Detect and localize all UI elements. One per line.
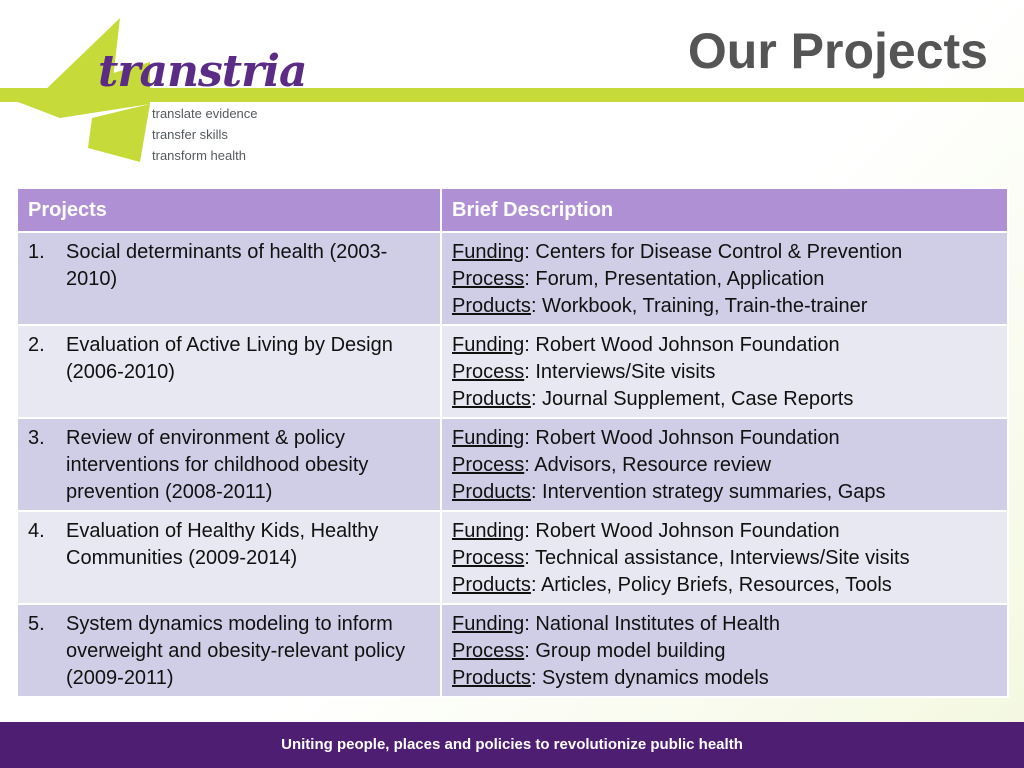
project-name: Evaluation of Active Living by Design (2006-2010)	[66, 334, 393, 383]
funding-value: : National Institutes of Health	[524, 613, 780, 635]
tagline-1: translate evidence	[152, 106, 258, 121]
products-line	[452, 479, 997, 506]
products-label: Products	[452, 295, 531, 317]
products-label: Products	[452, 667, 531, 689]
products-value: : Intervention strategy summaries, Gaps	[530, 481, 886, 503]
funding-label: Funding	[452, 334, 525, 356]
process-value: : Interviews/Site visits	[524, 361, 716, 383]
funding-value: : Robert Wood Johnson Foundation	[524, 334, 840, 356]
project-name: System dynamics modeling to inform overweight and obesity-relevant policy (2009-2011)	[66, 613, 406, 689]
project-cell	[17, 232, 441, 325]
project-number: 3.	[28, 427, 45, 449]
process-label: Process	[452, 268, 525, 290]
table-row	[17, 232, 1008, 325]
products-label: Products	[452, 481, 531, 503]
products-value: : Articles, Policy Briefs, Resources, Tools	[530, 574, 892, 596]
footer-slogan: Uniting people, places and policies to revolutionize public health	[281, 736, 743, 753]
project-number: 4.	[28, 520, 45, 542]
process-line	[452, 545, 997, 572]
process-line	[452, 452, 997, 479]
description-cell	[441, 325, 1008, 418]
funding-label: Funding	[452, 520, 525, 542]
description-cell	[441, 418, 1008, 511]
description-cell	[441, 604, 1008, 697]
funding-value: : Centers for Disease Control & Prevention	[524, 241, 903, 263]
project-number: 2.	[28, 334, 45, 356]
process-value: : Forum, Presentation, Application	[524, 268, 825, 290]
products-line	[452, 386, 997, 413]
tagline-3: transform health	[152, 148, 246, 163]
funding-value: : Robert Wood Johnson Foundation	[524, 520, 840, 542]
products-value: : Journal Supplement, Case Reports	[530, 388, 854, 410]
products-line	[452, 665, 997, 692]
funding-line	[452, 611, 997, 638]
products-value: : System dynamics models	[530, 667, 769, 689]
table-row	[17, 325, 1008, 418]
products-line	[452, 293, 997, 320]
process-value: : Advisors, Resource review	[524, 454, 772, 476]
process-value: : Technical assistance, Interviews/Site visits	[524, 547, 910, 569]
process-line	[452, 266, 997, 293]
funding-label: Funding	[452, 241, 525, 263]
project-number: 5.	[28, 613, 45, 635]
table-header-row	[17, 188, 1008, 232]
process-label: Process	[452, 640, 525, 662]
funding-label: Funding	[452, 613, 525, 635]
column-header-description: Brief Description	[441, 188, 1008, 232]
table-row	[17, 418, 1008, 511]
funding-line	[452, 239, 997, 266]
products-line	[452, 572, 997, 599]
funding-label: Funding	[452, 427, 525, 449]
process-value: : Group model building	[524, 640, 726, 662]
table-row	[17, 511, 1008, 604]
project-name: Review of environment & policy interventions for childhood obesity prevention (2008-2011)	[66, 427, 369, 503]
project-name: Social determinants of health (2003-2010)	[66, 241, 388, 290]
project-cell	[17, 325, 441, 418]
products-label: Products	[452, 574, 531, 596]
process-line	[452, 359, 997, 386]
project-cell	[17, 511, 441, 604]
process-label: Process	[452, 361, 525, 383]
products-value: : Workbook, Training, Train-the-trainer	[530, 295, 868, 317]
project-cell	[17, 604, 441, 697]
transtria-logo	[0, 0, 307, 170]
products-label: Products	[452, 388, 531, 410]
tagline-2: transfer skills	[152, 127, 228, 142]
project-cell	[17, 418, 441, 511]
description-cell	[441, 511, 1008, 604]
brand-wordmark: transtria	[98, 46, 307, 97]
funding-value: : Robert Wood Johnson Foundation	[524, 427, 840, 449]
process-line	[452, 638, 997, 665]
column-header-projects: Projects	[17, 188, 441, 232]
funding-line	[452, 518, 997, 545]
projects-table	[16, 187, 1009, 698]
process-label: Process	[452, 454, 525, 476]
funding-line	[452, 425, 997, 452]
description-cell	[441, 232, 1008, 325]
project-name: Evaluation of Healthy Kids, Healthy Communities (2009-2014)	[66, 520, 379, 569]
table-row	[17, 604, 1008, 697]
project-number: 1.	[28, 241, 45, 263]
process-label: Process	[452, 547, 525, 569]
funding-line	[452, 332, 997, 359]
page-title: Our Projects	[687, 23, 988, 79]
